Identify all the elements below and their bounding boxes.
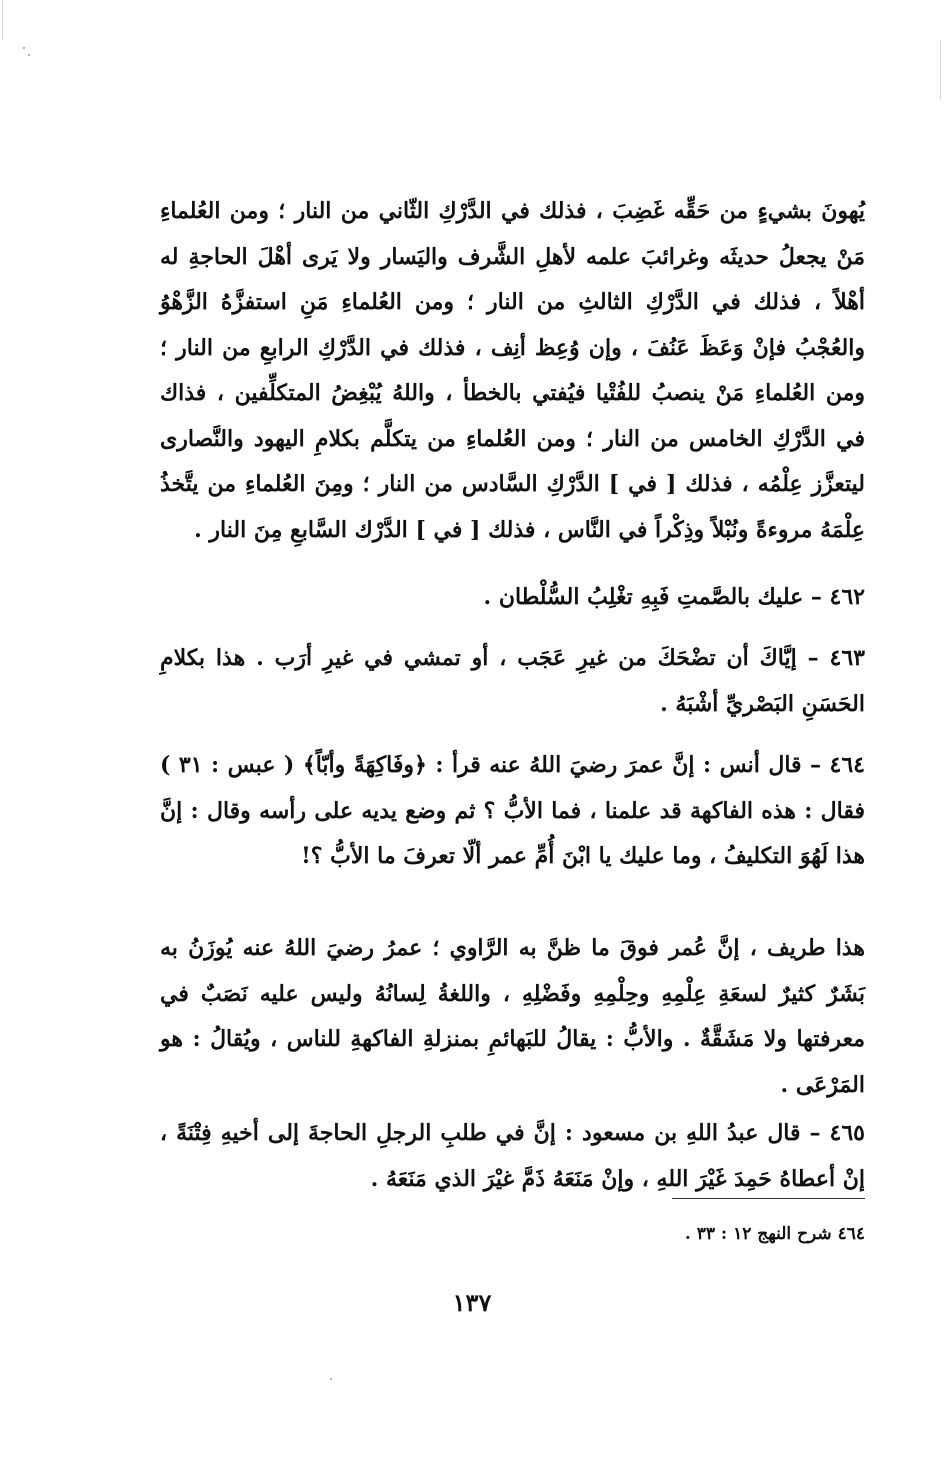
scan-edge-right — [940, 40, 941, 100]
footnote-number: ٤٦٤ — [837, 1224, 865, 1244]
footnote-divider — [672, 1198, 865, 1199]
paragraph-intro: يُهونَ بشيءٍ من حَقِّه غَضِبَ ، فذلك في الدَّرْكِ الثّاني من النار ؛ ومن العُلماءِ مَنْ يجعلُ حديثَه وغرائبَ علمه لأهلِ الشَّرف واليَسار ولا يَرى أهْلَ الحاجةِ له أهْلاً ، فذلك في الدَّرْكِ الثالثِ من النار ؛ ومن العُلماءِ مَنِ استفزَّهُ الزَّهْوُ والعُجْبُ فإنْ وَعَظَ عَنُفَ ، وإن وُعِظ أنِف ، فذلك في الدَّرْكِ الرابعِ من النار ؛ ومن العُلماءِ مَنْ ينصبُ للفُتْيا فيُفتي بالخطأ ، واللهُ يُبْغِضُ المتكلِّفين ، فذاك في الدَّرْكِ الخامس من النار ؛ ومن العُلماءِ من يتكلَّم بكلامِ اليهود والنَّصارى ليتعزَّز عِلْمُه ، فذلك [ في ] الدَّرْكِ السَّادس من النار ؛ ومِنَ العُلماءِ من يتَّخذُ عِلْمَهُ مروءةً ونُبْلاً وذِكْراً في النَّاس ، فذلك [ في ] الدَّرْك السَّابعِ مِنَ النار . — [160, 198, 866, 543]
page-number: ١٣٧ — [452, 1288, 492, 1317]
scan-edge-left — [2, 0, 3, 40]
entry-464 — [160, 743, 865, 880]
footnote-text: شرح النهج ١٢ : ٣٣ . — [684, 1224, 838, 1244]
entry-text: – إيَّاكَ أن تضْحَكَ من غيرِ عَجَب ، أو تمشي في غيرِ أرَب . هذا بكلامِ الحَسَنِ البَصْريِّ أشْبَهُ . — [160, 645, 865, 717]
entry-462 — [160, 575, 865, 621]
entry-number: ٤٦٥ — [829, 1120, 865, 1146]
scan-speck — [330, 1378, 332, 1380]
entry-number: ٤٦٢ — [829, 584, 865, 610]
entry-text: – قال أنس : إنَّ عمرَ رضيَ اللهُ عنه قرأ : ﴿وفَاكِهَةً وأبّاً﴾ ( عبس : ٣١ ) فقال : هذه الفاكهة قد علمنا ، فما الأبُّ ؟ ثم وضع يديه على رأسه وقال : إنَّ هذا لَهُوَ التكليفُ ، وما عليك يا ابْنَ أُمِّ عمر ألّا تعرفَ ما الأبُّ ؟! — [160, 752, 865, 869]
entry-463 — [160, 636, 865, 727]
scan-speck — [23, 47, 25, 49]
footnote — [560, 1221, 865, 1247]
entry-number: ٤٦٤ — [829, 752, 865, 778]
entry-text: – قال عبدُ اللهِ بن مسعود : إنَّ في طلبِ الرجلِ الحاجةَ إلى أخيهِ فِتْنَةً ، إنْ أعطاهُ حَمِدَ غَيْرَ اللهِ ، وإنْ مَنَعَهُ ذَمَّ غيْرَ الذي مَنَعَهُ . — [160, 1120, 865, 1192]
scan-speck — [28, 54, 30, 56]
entry-text: – عليك بالصَّمتِ فَبِهِ تغْلِبُ السُّلْطان . — [483, 584, 830, 610]
entry-464-commentary: هذا طريف ، إنَّ عُمر فوقَ ما ظنَّ به الرَّاوي ؛ عمرُ رضيَ اللهُ عنه يُوزَنُ به بَشَرٌ كثيرٌ لسعَةِ عِلْمِهِ وحِلْمِهِ وفَضْلِهِ ، واللغةُ لِسانُهُ وليس عليه نَصَبٌ في معرفتها ولا مَشَقَّةٌ . والأبُّ : يقالُ للبَهائمِ بمنزلةِ الفاكهةِ للناس ، ويُقالُ : هو المَرْعَى . — [160, 935, 865, 1098]
entry-number: ٤٦٣ — [829, 645, 865, 671]
entry-465 — [160, 1111, 865, 1202]
